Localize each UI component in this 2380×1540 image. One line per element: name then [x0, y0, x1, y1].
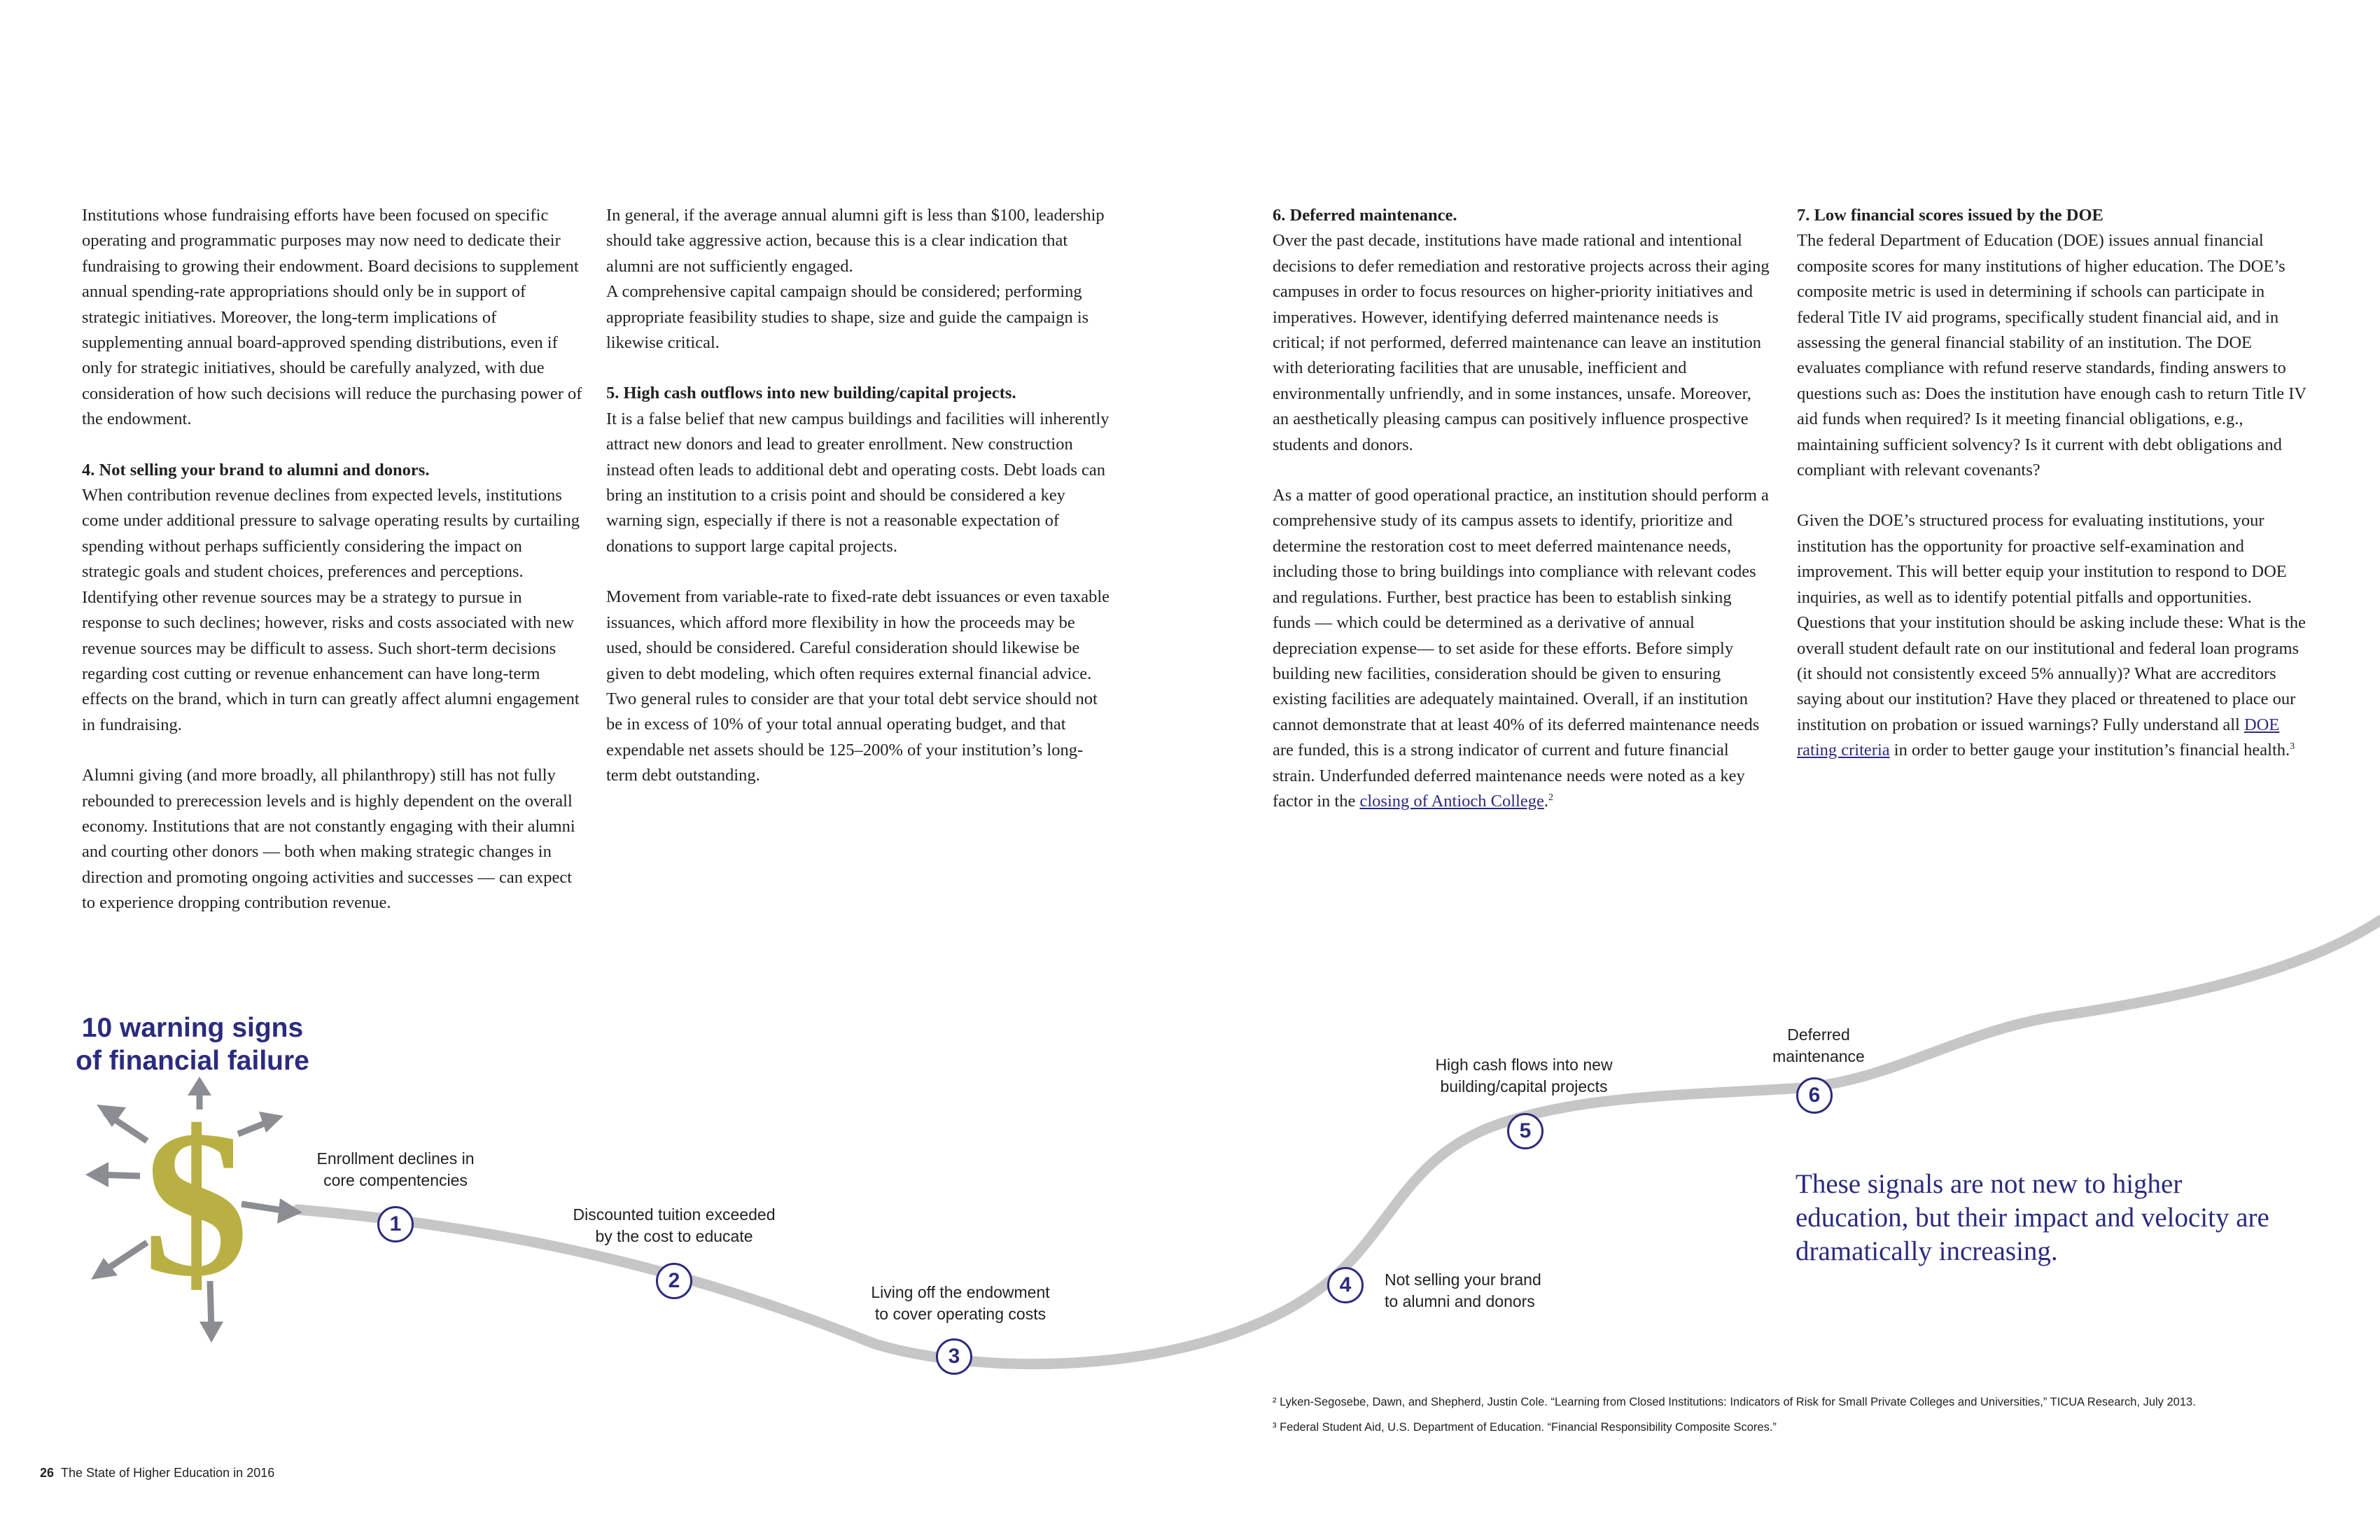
step-number-4: 4 — [1327, 1267, 1364, 1303]
step-label-line: Not selling your brand — [1385, 1270, 1541, 1289]
section-heading-5: 5. High cash outflows into new building/capital projects. — [606, 384, 1016, 403]
paragraph: Movement from variable-rate to fixed-rate debt issuances or even taxable issuances, which afford more flexibility in how the proceeds may be used, should be considered. Careful consideration should likewise be given to debt modeling, which often requires external financial advice. Two general rules to consider are that your total debt service should not be in excess of 10% of your total annual operating budget, and that expendable net assets should be 125–200% of your institution’s long-term debt outstanding. — [606, 587, 1110, 785]
paragraph: It is a false belief that new campus buildings and facilities will inherently attract new donors and lead to greater enrollment. New construction instead often leads to additional debt and operating costs. Debt loads can bring an institution to a crisis point and should be considered a key warning sign, especially if there is not a reasonable expectation of donations to support large capital projects. — [606, 409, 1110, 556]
step-label-line: by the cost to educate — [595, 1227, 753, 1245]
step-number-2: 2 — [656, 1263, 692, 1299]
pull-quote: These signals are not new to higher education, but their impact and velocity are dramatically increasing. — [1795, 1169, 2269, 1266]
step-number-6: 6 — [1796, 1077, 1833, 1114]
dollar-sign-icon: $ — [144, 1087, 248, 1320]
section-heading-6: 6. Deferred maintenance. — [1273, 206, 1457, 225]
paragraph: When contribution revenue declines from expected levels, institutions come under additional pressure to salvage operating results by curtailing spending without perhaps sufficiently considering the impact on strategic goals and student choices, preferences and perceptions. Identifying other revenue sources may be a strategy to pursue in response to such declines; however, risks and costs associated with new revenue sources may be difficult to assess. Such short-term decisions regarding cost cutting or revenue enhancement can have long-term effects on the brand, which in turn can greatly affect alumni engagement in fundraising. — [82, 486, 580, 734]
paragraph-sentence: In general, if the average annual alumni gift is less than $100, leadership should take aggressive action, because this is a clear indication that alumni are not sufficiently engaged. — [606, 206, 1105, 276]
antioch-college-link[interactable]: closing of Antioch College — [1359, 791, 1544, 811]
step-label-line: building/capital projects — [1440, 1077, 1608, 1096]
paragraph-text: As a matter of good operational practice, an institution should perform a comprehensive study of its campus assets to identify, prioritize and determine the restoration cost to meet deferred maintenance needs, including those to bring buildings into compliance with relevant codes and regulations. Further, best practice has been to establish sinking funds — which could be determined as a derivative of annual depreciation expense— to set aside for these efforts. Before simply building new facilities, consideration should be given to ensuring existing facilities are adequately maintained. Overall, if an institution cannot demonstrate that at least 40% of its deferred maintenance needs are funded, this is a strong indicator of current and future financial strain. Underfunded deferred maintenance needs were noted as a key factor in the — [1273, 486, 1769, 811]
paragraph: Alumni giving (and more broadly, all philanthropy) still has not fully rebounded to prerecession levels and is highly dependent on the overall economy. Institutions that are not constantly engaging with their alumni and courting other donors — both when making strategic changes in direction and promoting ongoing activities and successes — can expect to experience dropping contribution revenue. — [82, 766, 575, 913]
step-label-6 — [1772, 1024, 1865, 1068]
doe-rating-criteria-link[interactable]: DOE rating criteria — [1797, 715, 2280, 760]
footnote-ref-3: 3 — [2290, 741, 2295, 752]
paragraph-tail: . — [1544, 791, 1548, 811]
title-line: 10 warning signs — [81, 1013, 304, 1043]
step-label-line: High cash flows into new — [1435, 1056, 1613, 1074]
step-label-5 — [1435, 1054, 1612, 1098]
title-line: of financial failure — [76, 1046, 309, 1076]
footnote-3: ³ Federal Student Aid, U.S. Department of Education. “Financial Responsibility Composite Scores.” — [1273, 1421, 1777, 1434]
page-number: 26 — [40, 1466, 55, 1480]
step-label-1 — [316, 1148, 474, 1191]
step-label-line: Living off the endowment — [871, 1283, 1050, 1301]
step-label-line: Enrollment declines in — [316, 1149, 475, 1168]
paragraph: Institutions whose fundraising efforts have been focused on specific operating and programmatic purposes may now need to dedicate their fundraising to growing their endowment. Board decisions to supplement annual spending-rate appropriations should only be in support of strategic initiatives. Moreover, the long-term implications of supplementing annual board-approved spending distributions, even if only for strategic initiatives, should be carefully analyzed, with due consideration of how such decisions will reduce the purchasing power of the endowment. — [82, 206, 582, 429]
paragraph-sentence: A comprehensive capital campaign should be considered; performing appropriate feasibility studies to shape, size and guide the campaign is likewise critical. — [606, 282, 1089, 353]
step-number-3: 3 — [936, 1338, 972, 1375]
step-label-2 — [573, 1204, 776, 1247]
step-label-4 — [1385, 1269, 1541, 1312]
step-number-1: 1 — [377, 1206, 414, 1242]
step-number-5: 5 — [1507, 1113, 1544, 1149]
paragraph-tail: in order to better gauge your institution’s financial health. — [1889, 741, 2290, 760]
step-label-line: Discounted tuition exceeded — [573, 1205, 776, 1224]
step-label-line: maintenance — [1772, 1047, 1865, 1065]
section-heading-4: 4. Not selling your brand to alumni and donors. — [82, 460, 430, 479]
page-footer — [40, 1466, 274, 1480]
paragraph-text: Given the DOE’s structured process for evaluating institutions, your institution has the opportunity for proactive self-examination and improvement. This will better equip your institution to respond to DOE inquiries, as well as to identify potential pitfalls and opportunities. Questions that your institution should be asking include these: What is the overall student default rate on our institutional and federal loan programs (it should not consistently exceed 5% annually)? What are accreditors saying about our institution? Have they placed or threatened to place our institution on probation or issued warnings? Fully understand all — [1797, 511, 2306, 734]
paragraph: The federal Department of Education (DOE) issues annual financial composite scores for many institutions of higher education. The DOE’s composite metric is used in determining if schools can participate in federal Title IV aid programs, specifically student financial aid, and in assessing the general financial stability of an institution. The DOE evaluates compliance with refund reserve standards, finding answers to questions such as: Does the institution have enough cash to return Title IV aid funds when required? Is it meeting financial obligations, e.g., maintaining sufficient solvency? Is it current with debt obligations and compliant with relevant covenants? — [1797, 231, 2306, 480]
step-label-line: core compentencies — [323, 1171, 468, 1189]
step-label-3 — [871, 1282, 1049, 1325]
section-heading-7: 7. Low financial scores issued by the DOE — [1797, 206, 2104, 225]
step-label-line: Deferred — [1787, 1026, 1850, 1044]
step-label-line: to cover operating costs — [874, 1305, 1046, 1323]
publication-title: The State of Higher Education in 2016 — [61, 1466, 275, 1480]
paragraph: Over the past decade, institutions have made rational and intentional decisions to defer remediation and restorative projects across their aging campuses in order to focus resources on higher-priority initiatives and imperatives. However, identifying deferred maintenance needs is critical; if not performed, deferred maintenance can leave an institution with deteriorating facilities that are unusable, inefficient and environmentally unfriendly, and in some instances, unsafe. Moreover, an aesthetically pleasing campus can positively influence prospective students and donors. — [1273, 231, 1770, 454]
footnote-ref-2: 2 — [1548, 792, 1553, 803]
step-label-line: to alumni and donors — [1385, 1292, 1535, 1310]
footnote-2: ² Lyken-Segosebe, Dawn, and Shepherd, Justin Cole. “Learning from Closed Institutions: Indicators of Risk for Small Private Colleges and Universities,” TICUA Research, July 2013. — [1273, 1396, 2196, 1408]
